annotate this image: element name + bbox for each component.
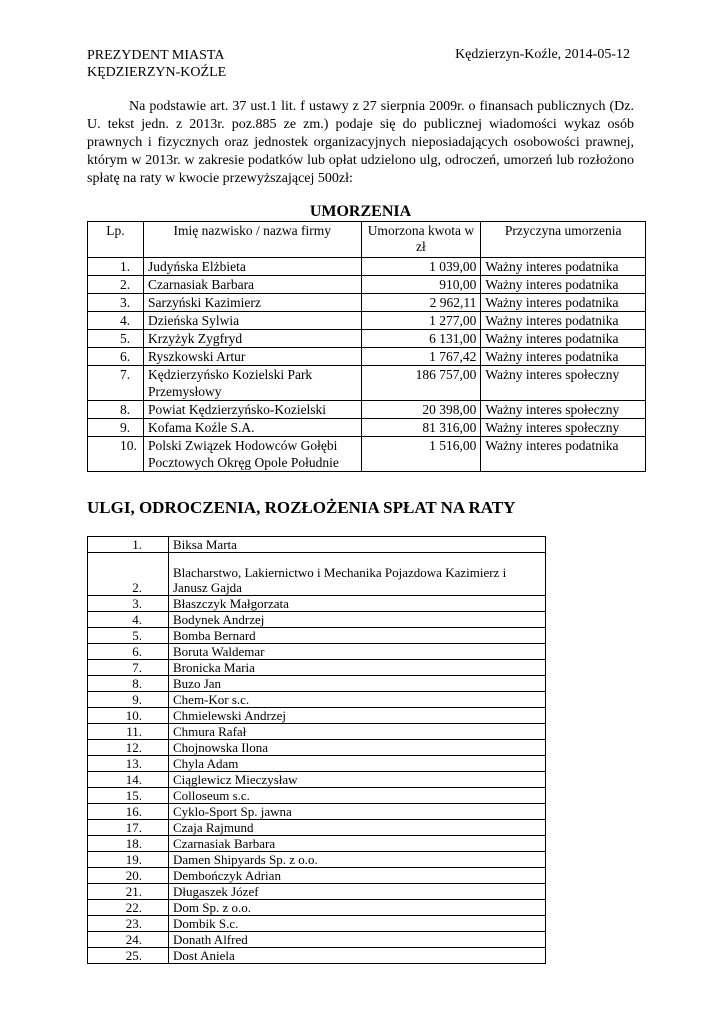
row-name: Colloseum s.c. <box>169 788 546 804</box>
row-name: Czaja Rajmund <box>169 820 546 836</box>
row-name: Chem-Kor s.c. <box>169 692 546 708</box>
row-lp: 22. <box>88 900 169 916</box>
row-name: Ryszkowski Artur <box>143 348 361 366</box>
row-amount: 1 516,00 <box>361 437 481 472</box>
row-name: Czarnasiak Barbara <box>169 836 546 852</box>
intro-paragraph: Na podstawie art. 37 ust.1 lit. f ustawy z 27 sierpnia 2009r. o finansach publicznych (Dz. U. tekst jedn. z 2013r. poz.885 ze zm.) podaje się do publicznej wiadomości wykaz osób prawnych i fizycznych oraz jednostek organizacyjnych nieposiadających osobowości prawnej, którym w 2013r. w zakresie podatków lub opłat udzielono ulg, odroczeń, umorzeń lub rozłożono spłatę na raty w kwocie przewyższającej 500zł: <box>87 99 634 186</box>
place-date: Kędzierzyn-Koźle, 2014-05-12 <box>455 47 630 62</box>
issuer-header <box>87 47 226 81</box>
row-name: Blacharstwo, Lakiernictwo i Mechanika Pojazdowa Kazimierz i Janusz Gajda <box>169 553 546 596</box>
row-lp: 6. <box>88 644 169 660</box>
row-amount: 2 962,11 <box>361 294 481 312</box>
umorzenia-row <box>88 348 646 366</box>
row-name: Dost Aniela <box>169 948 546 964</box>
row-lp: 9. <box>88 692 169 708</box>
row-reason: Ważny interes podatnika <box>481 312 646 330</box>
ulgi-row <box>88 900 546 916</box>
umorzenia-row <box>88 419 646 437</box>
row-amount: 1 277,00 <box>361 312 481 330</box>
umorzenia-title: UMORZENIA <box>309 203 412 220</box>
row-name: Sarzyński Kazimierz <box>143 294 361 312</box>
row-reason: Ważny interes podatnika <box>481 294 646 312</box>
row-amount: 81 316,00 <box>361 419 481 437</box>
ulgi-row <box>88 868 546 884</box>
row-name: Chmura Rafał <box>169 724 546 740</box>
umorzenia-row <box>88 294 646 312</box>
ulgi-row <box>88 932 546 948</box>
row-lp: 15. <box>88 788 169 804</box>
row-lp: 5. <box>88 628 169 644</box>
umorzenia-table <box>87 221 646 472</box>
ulgi-row <box>88 916 546 932</box>
row-lp: 10. <box>88 437 144 472</box>
row-lp: 2. <box>88 553 169 596</box>
row-name: Dembończyk Adrian <box>169 868 546 884</box>
ulgi-row <box>88 724 546 740</box>
row-lp: 21. <box>88 884 169 900</box>
row-name: Ciąglewicz Mieczysław <box>169 772 546 788</box>
row-lp: 5. <box>88 330 144 348</box>
row-name: Krzyżyk Zygfryd <box>143 330 361 348</box>
issuer-line2: KĘDZIERZYN-KOŹLE <box>87 65 227 80</box>
row-lp: 19. <box>88 852 169 868</box>
row-lp: 1. <box>88 258 144 276</box>
row-amount: 186 757,00 <box>361 366 481 401</box>
ulgi-row <box>88 884 546 900</box>
row-lp: 4. <box>88 312 144 330</box>
row-lp: 9. <box>88 419 144 437</box>
row-reason: Ważny interes podatnika <box>481 348 646 366</box>
umorzenia-header-row <box>88 222 646 258</box>
row-lp: 10. <box>88 708 169 724</box>
row-name: Bomba Bernard <box>169 628 546 644</box>
row-amount: 20 398,00 <box>361 401 481 419</box>
row-lp: 11. <box>88 724 169 740</box>
umorzenia-row <box>88 401 646 419</box>
row-name: Chojnowska Ilona <box>169 740 546 756</box>
row-amount: 6 131,00 <box>361 330 481 348</box>
row-lp: 12. <box>88 740 169 756</box>
row-lp: 1. <box>88 537 169 553</box>
row-lp: 2. <box>88 276 144 294</box>
row-reason: Ważny interes podatnika <box>481 330 646 348</box>
header-lp: Lp. <box>88 222 144 258</box>
row-amount: 1 767,42 <box>361 348 481 366</box>
row-lp: 17. <box>88 820 169 836</box>
row-lp: 4. <box>88 612 169 628</box>
ulgi-row <box>88 660 546 676</box>
ulgi-row <box>88 553 546 596</box>
row-lp: 24. <box>88 932 169 948</box>
ulgi-row <box>88 612 546 628</box>
row-name: Polski Związek Hodowców Gołębi Pocztowych Okręg Opole Południe <box>143 437 361 472</box>
row-reason: Ważny interes podatnika <box>481 276 646 294</box>
row-name: Boruta Waldemar <box>169 644 546 660</box>
ulgi-row <box>88 692 546 708</box>
row-lp: 25. <box>88 948 169 964</box>
row-lp: 23. <box>88 916 169 932</box>
row-name: Donath Alfred <box>169 932 546 948</box>
ulgi-row <box>88 788 546 804</box>
umorzenia-row <box>88 312 646 330</box>
row-name: Cyklo-Sport Sp. jawna <box>169 804 546 820</box>
ulgi-table <box>87 536 546 964</box>
header-name: Imię nazwisko / nazwa firmy <box>143 222 361 258</box>
row-lp: 7. <box>88 366 144 401</box>
ulgi-row <box>88 676 546 692</box>
issuer-line1: PREZYDENT MIASTA <box>87 48 225 63</box>
row-name: Powiat Kędzierzyńsko-Kozielski <box>143 401 361 419</box>
row-lp: 16. <box>88 804 169 820</box>
ulgi-row <box>88 708 546 724</box>
header-reason: Przyczyna umorzenia <box>481 222 646 258</box>
row-name: Bronicka Maria <box>169 660 546 676</box>
row-name: Damen Shipyards Sp. z o.o. <box>169 852 546 868</box>
row-name: Bodynek Andrzej <box>169 612 546 628</box>
row-lp: 6. <box>88 348 144 366</box>
ulgi-title: ULGI, ODROCZENIA, ROZŁOŻENIA SPŁAT NA RATY <box>87 498 516 517</box>
umorzenia-row <box>88 366 646 401</box>
row-lp: 3. <box>88 294 144 312</box>
ulgi-row <box>88 804 546 820</box>
row-name: Chyla Adam <box>169 756 546 772</box>
ulgi-row <box>88 772 546 788</box>
umorzenia-row <box>88 276 646 294</box>
row-name: Buzo Jan <box>169 676 546 692</box>
row-name: Dom Sp. z o.o. <box>169 900 546 916</box>
row-name: Błaszczyk Małgorzata <box>169 596 546 612</box>
row-reason: Ważny interes społeczny <box>481 401 646 419</box>
row-lp: 8. <box>88 401 144 419</box>
row-reason: Ważny interes podatnika <box>481 437 646 472</box>
row-name: Długaszek Józef <box>169 884 546 900</box>
ulgi-row <box>88 537 546 553</box>
row-lp: 7. <box>88 660 169 676</box>
row-lp: 13. <box>88 756 169 772</box>
row-name: Dzieńska Sylwia <box>143 312 361 330</box>
row-lp: 14. <box>88 772 169 788</box>
ulgi-row <box>88 756 546 772</box>
ulgi-row <box>88 740 546 756</box>
row-reason: Ważny interes podatnika <box>481 258 646 276</box>
header-amount: Umorzona kwota w zł <box>361 222 481 258</box>
row-name: Chmielewski Andrzej <box>169 708 546 724</box>
row-name: Kofama Koźle S.A. <box>143 419 361 437</box>
row-reason: Ważny interes społeczny <box>481 366 646 401</box>
ulgi-row <box>88 820 546 836</box>
ulgi-row <box>88 628 546 644</box>
row-name: Czarnasiak Barbara <box>143 276 361 294</box>
row-amount: 910,00 <box>361 276 481 294</box>
row-name: Judyńska Elżbieta <box>143 258 361 276</box>
ulgi-row <box>88 644 546 660</box>
row-lp: 8. <box>88 676 169 692</box>
row-name: Dombik S.c. <box>169 916 546 932</box>
row-name: Biksa Marta <box>169 537 546 553</box>
ulgi-row <box>88 836 546 852</box>
ulgi-row <box>88 948 546 964</box>
row-lp: 3. <box>88 596 169 612</box>
umorzenia-row <box>88 258 646 276</box>
umorzenia-row <box>88 437 646 472</box>
row-amount: 1 039,00 <box>361 258 481 276</box>
row-reason: Ważny interes społeczny <box>481 419 646 437</box>
row-name: Kędzierzyńsko Kozielski Park Przemysłowy <box>143 366 361 401</box>
row-lp: 20. <box>88 868 169 884</box>
ulgi-row <box>88 596 546 612</box>
row-lp: 18. <box>88 836 169 852</box>
ulgi-row <box>88 852 546 868</box>
umorzenia-row <box>88 330 646 348</box>
